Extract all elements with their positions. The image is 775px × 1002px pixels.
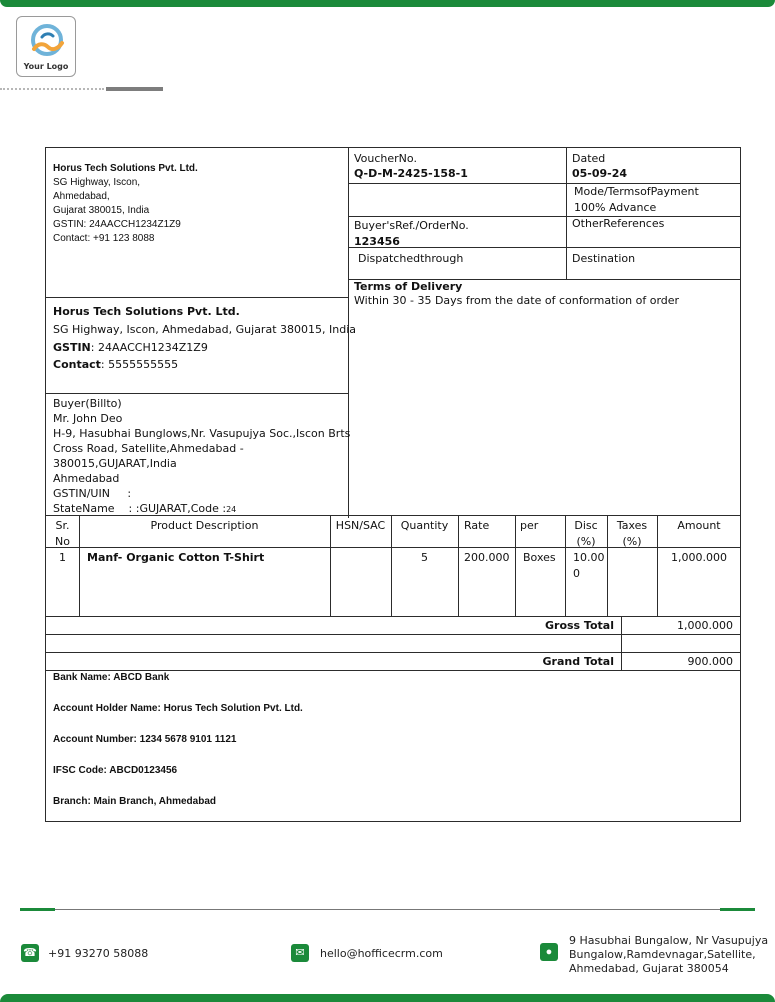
footer-email: hello@hofficecrm.com bbox=[320, 947, 443, 960]
footer-address-line: 9 Hasubhai Bungalow, Nr Vasupujya bbox=[569, 934, 769, 947]
buyer-ref-label: Buyer'sRef./OrderNo. bbox=[354, 219, 469, 232]
seller-gstin: GSTIN: 24AACCH1234Z1Z9 bbox=[53, 219, 181, 230]
buyer-state: StateName : :GUJARAT,Code :24 bbox=[53, 502, 237, 515]
grid-line bbox=[348, 216, 741, 217]
bank-name: Bank Name: ABCD Bank bbox=[53, 672, 170, 683]
company-logo bbox=[16, 16, 76, 77]
grid-line bbox=[566, 148, 567, 279]
consignee-contact: Contact: 5555555555 bbox=[53, 358, 179, 371]
top-accent-bar bbox=[0, 0, 775, 7]
grand-total-label: Grand Total bbox=[542, 655, 614, 668]
grand-total-value: 900.000 bbox=[687, 655, 733, 668]
grid-line bbox=[515, 515, 516, 616]
consignee-address: SG Highway, Iscon, Ahmedabad, Gujarat 380015, India bbox=[53, 323, 356, 336]
ifsc-code: IFSC Code: ABCD0123456 bbox=[53, 765, 178, 776]
voucher-label: VoucherNo. bbox=[354, 152, 417, 165]
col-header-disc: Disc (%) bbox=[574, 519, 598, 548]
terms-of-delivery-value: Within 30 - 35 Days from the date of conformation of order bbox=[354, 294, 680, 307]
bank-branch: Branch: Main Branch, Ahmedabad bbox=[53, 796, 216, 807]
buyer-heading: Buyer(Billto) bbox=[53, 397, 122, 410]
seller-name: Horus Tech Solutions Pvt. Ltd. bbox=[53, 163, 198, 174]
seller-address-line: SG Highway, Iscon, bbox=[53, 177, 141, 188]
logo-mark-icon bbox=[28, 23, 66, 61]
row-quantity: 5 bbox=[421, 551, 428, 564]
payment-mode-label: Mode/TermsofPayment bbox=[574, 185, 699, 198]
quotation-sheet bbox=[45, 147, 741, 822]
footer-accent-right bbox=[720, 908, 755, 911]
seller-address-line: Ahmedabad, bbox=[53, 191, 110, 202]
col-header-taxes: Taxes (%) bbox=[616, 519, 648, 548]
terms-of-delivery-label: Terms of Delivery bbox=[354, 280, 463, 293]
row-rate: 200.000 bbox=[464, 551, 510, 564]
grid-line bbox=[46, 634, 741, 635]
destination-label: Destination bbox=[572, 252, 636, 265]
seller-address-line: Gujarat 380015, India bbox=[53, 205, 150, 216]
col-header-description: Product Description bbox=[150, 519, 259, 532]
footer-accent-left bbox=[20, 908, 55, 911]
dated-label: Dated bbox=[572, 152, 606, 165]
col-header-amount: Amount bbox=[677, 519, 721, 532]
consignee-gstin: GSTIN: 24AACCH1234Z1Z9 bbox=[53, 341, 208, 354]
row-disc: 10.00 0 bbox=[573, 551, 605, 580]
grid-line bbox=[46, 297, 348, 298]
account-holder: Account Holder Name: Horus Tech Solution Pvt. Ltd. bbox=[53, 703, 303, 714]
footer-address-line: Bungalow,Ramdevnagar,Satellite, bbox=[569, 948, 756, 961]
buyer-gstin: GSTIN/UIN : bbox=[53, 487, 132, 500]
account-number: Account Number: 1234 5678 9101 1121 bbox=[53, 734, 237, 745]
consignee-name: Horus Tech Solutions Pvt. Ltd. bbox=[53, 305, 240, 318]
buyer-ref-value: 123456 bbox=[354, 235, 400, 248]
dispatched-through-label: Dispatchedthrough bbox=[358, 252, 464, 265]
buyer-address-line: 380015,GUJARAT,India bbox=[53, 457, 177, 470]
seller-contact: Contact: +91 123 8088 bbox=[53, 233, 155, 244]
grid-line bbox=[46, 393, 348, 394]
grid-line bbox=[348, 247, 741, 248]
location-pin-icon: ● bbox=[540, 943, 558, 961]
phone-icon: ☎ bbox=[21, 944, 39, 962]
footer-address-line: Ahmedabad, Gujarat 380054 bbox=[569, 962, 729, 975]
other-references-label: OtherReferences bbox=[572, 217, 665, 230]
col-header-hsn: HSN/SAC bbox=[335, 519, 386, 532]
grid-line bbox=[458, 515, 459, 616]
buyer-name: Mr. John Deo bbox=[53, 412, 123, 425]
row-description: Manf- Organic Cotton T-Shirt bbox=[87, 551, 265, 564]
gross-total-value: 1,000.000 bbox=[677, 619, 733, 632]
col-header-quantity: Quantity bbox=[400, 519, 449, 532]
grid-line bbox=[46, 652, 741, 653]
row-amount: 1,000.000 bbox=[671, 551, 727, 564]
buyer-address-line: H-9, Hasubhai Bunglows,Nr. Vasupujya Soc.,Iscon Brts bbox=[53, 427, 351, 440]
buyer-address-line: Ahmedabad bbox=[53, 472, 120, 485]
payment-mode-value: 100% Advance bbox=[574, 201, 657, 214]
dated-value: 05-09-24 bbox=[572, 167, 628, 180]
grid-line bbox=[46, 616, 741, 617]
mail-icon: ✉ bbox=[291, 944, 309, 962]
bottom-accent-bar bbox=[0, 994, 775, 1002]
row-sr: 1 bbox=[59, 551, 66, 564]
grid-line bbox=[621, 616, 622, 670]
footer-phone: +91 93270 58088 bbox=[48, 947, 149, 960]
voucher-value: Q-D-M-2425-158-1 bbox=[354, 167, 468, 180]
footer-divider bbox=[20, 909, 755, 910]
header-divider-solid bbox=[106, 87, 163, 91]
header-divider-dotted bbox=[0, 88, 104, 90]
col-header-per: per bbox=[520, 519, 539, 532]
logo-text: Your Logo bbox=[23, 62, 69, 71]
col-header-sr: Sr. No bbox=[55, 519, 70, 548]
gross-total-label: Gross Total bbox=[545, 619, 614, 632]
buyer-address-line: Cross Road, Satellite,Ahmedabad - bbox=[53, 442, 244, 455]
col-header-rate: Rate bbox=[464, 519, 490, 532]
row-per: Boxes bbox=[523, 551, 556, 564]
